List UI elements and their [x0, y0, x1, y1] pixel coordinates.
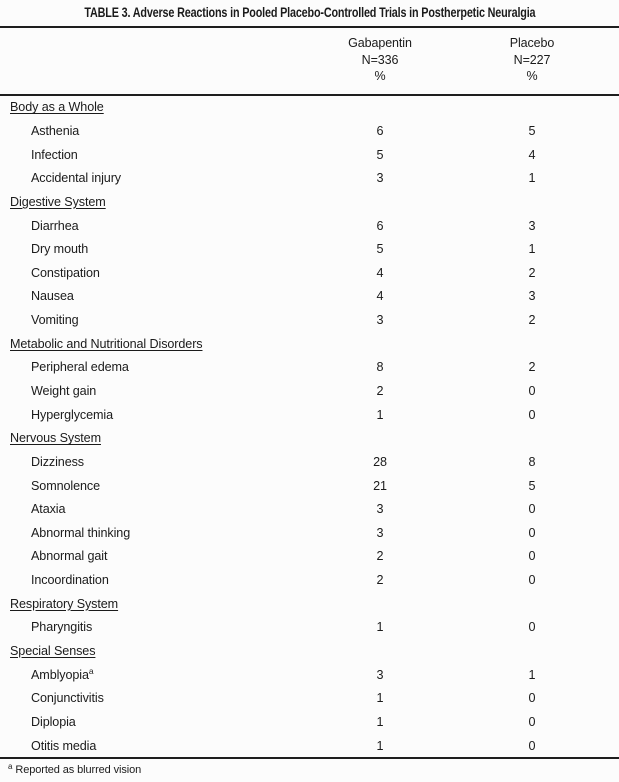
gabapentin-value: 2 — [376, 549, 384, 564]
gabapentin-value: 8 — [376, 360, 384, 375]
reaction-label: Asthenia — [31, 123, 80, 138]
column-header-row — [0, 28, 619, 94]
placebo-value: 0 — [528, 525, 536, 540]
placebo-value: 2 — [528, 360, 536, 375]
section-label: Respiratory System — [10, 596, 119, 611]
reaction-row — [0, 143, 619, 167]
reaction-row — [0, 237, 619, 261]
reaction-row — [0, 663, 619, 687]
gabapentin-value: 1 — [376, 407, 384, 422]
reaction-row — [0, 545, 619, 569]
table-body — [0, 96, 619, 758]
reaction-label: Constipation — [31, 265, 100, 280]
reaction-row — [0, 285, 619, 309]
reaction-row — [0, 119, 619, 143]
placebo-value: 1 — [528, 242, 536, 257]
reaction-label: Incoordination — [31, 573, 109, 588]
gabapentin-value: 5 — [376, 242, 384, 257]
placebo-value: 0 — [528, 407, 536, 422]
reaction-label: Infection — [31, 147, 78, 162]
reaction-label: Ataxia — [31, 502, 66, 517]
section-row — [0, 190, 619, 214]
gabapentin-value: 6 — [376, 123, 384, 138]
reaction-row — [0, 403, 619, 427]
reaction-label: Accidental injury — [31, 171, 121, 186]
reaction-label: Weight gain — [31, 384, 97, 398]
placebo-value: 0 — [528, 691, 536, 706]
placebo-value: 2 — [528, 313, 536, 328]
gabapentin-value: 3 — [376, 313, 384, 328]
percent-sign: % — [374, 69, 386, 83]
reaction-label: Otitis media — [31, 738, 97, 753]
reaction-row — [0, 497, 619, 521]
section-label: Metabolic and Nutritional Disorders — [10, 336, 203, 351]
reaction-row — [0, 214, 619, 238]
reaction-label: Conjunctivitis — [31, 691, 104, 706]
gabapentin-value: 2 — [376, 573, 384, 588]
reaction-label: Peripheral edema — [31, 360, 129, 375]
footnote — [0, 759, 619, 776]
section-label: Special Senses — [10, 644, 96, 659]
drug-name: Gabapentin — [348, 36, 412, 50]
reaction-row — [0, 474, 619, 498]
table-title-text: TABLE 3. Adverse Reactions in Pooled Placebo-Controlled Trials in Postherpetic Neuralgia — [83, 5, 536, 20]
placebo-value: 0 — [528, 573, 536, 588]
placebo-value: 0 — [528, 549, 536, 564]
gabapentin-value: 6 — [376, 218, 384, 233]
section-label: Body as a Whole — [10, 100, 104, 115]
placebo-value: 5 — [528, 478, 536, 493]
gabapentin-value: 5 — [376, 147, 384, 162]
placebo-value: 1 — [528, 667, 536, 682]
reaction-row — [0, 450, 619, 474]
placebo-value: 8 — [528, 454, 536, 469]
percent-sign: % — [526, 69, 538, 83]
reaction-row — [0, 356, 619, 380]
drug-name: Placebo — [509, 36, 555, 50]
reaction-row — [0, 734, 619, 758]
gabapentin-value: 1 — [376, 620, 384, 635]
section-row — [0, 96, 619, 120]
gabapentin-value: 1 — [376, 738, 384, 753]
section-row — [0, 332, 619, 356]
reaction-row — [0, 379, 619, 403]
reaction-label: Dry mouth — [31, 242, 89, 257]
footnote-reference: a — [88, 667, 94, 676]
gabapentin-value: 3 — [376, 502, 384, 517]
placebo-value: 5 — [528, 123, 536, 138]
reaction-row — [0, 568, 619, 592]
reaction-label: Hyperglycemia — [31, 407, 113, 422]
gabapentin-value: 28 — [373, 454, 387, 469]
section-label: Digestive System — [10, 194, 106, 209]
gabapentin-value: 21 — [373, 478, 387, 493]
gabapentin-value: 1 — [376, 691, 384, 706]
table-title — [0, 0, 619, 24]
placebo-value: 3 — [528, 218, 536, 233]
reaction-row — [0, 710, 619, 734]
section-label: Nervous System — [10, 431, 101, 446]
placebo-value: 0 — [528, 738, 536, 753]
gabapentin-value: 3 — [376, 667, 384, 682]
section-row — [0, 639, 619, 663]
placebo-value: 0 — [528, 620, 536, 635]
reaction-row — [0, 308, 619, 332]
gabapentin-value: 3 — [376, 171, 384, 186]
column-header-placebo — [445, 35, 619, 85]
reaction-label: Pharyngitis — [31, 620, 93, 635]
placebo-value: 0 — [528, 384, 536, 398]
reaction-label: Abnormal gait — [31, 549, 108, 564]
reaction-row — [0, 521, 619, 545]
gabapentin-value: 4 — [376, 265, 384, 280]
placebo-value: 0 — [528, 714, 536, 729]
reaction-row — [0, 166, 619, 190]
footnote-text: Reported as blurred vision — [15, 764, 142, 777]
reaction-label: Diarrhea — [31, 218, 79, 233]
reaction-row — [0, 616, 619, 640]
section-row — [0, 592, 619, 616]
gabapentin-value: 4 — [376, 289, 384, 304]
reaction-label: Nausea — [31, 289, 74, 304]
placebo-value: 0 — [528, 502, 536, 517]
section-row — [0, 426, 619, 450]
gabapentin-value: 2 — [376, 384, 384, 398]
reaction-label: Abnormal thinking — [31, 525, 131, 540]
placebo-value: 2 — [528, 265, 536, 280]
reaction-label: Amblyopia$^a$ — [0, 668, 315, 682]
gabapentin-value: 1 — [376, 714, 384, 729]
reaction-row — [0, 687, 619, 711]
reaction-label: Somnolence — [31, 478, 101, 493]
reaction-label: Dizziness — [31, 454, 84, 469]
placebo-value: 3 — [528, 289, 536, 304]
footnote-marker: a — [8, 761, 13, 771]
placebo-value: 1 — [528, 171, 536, 186]
n-count: N=227 — [513, 52, 551, 67]
reaction-label: Vomiting — [31, 313, 79, 328]
n-count: N=336 — [361, 52, 399, 67]
label-column-spacer — [0, 35, 315, 85]
column-header-gabapentin — [315, 35, 445, 85]
placebo-value: 4 — [528, 147, 536, 162]
gabapentin-value: 3 — [376, 525, 384, 540]
reaction-row — [0, 261, 619, 285]
reaction-label: Diplopia — [31, 714, 76, 729]
